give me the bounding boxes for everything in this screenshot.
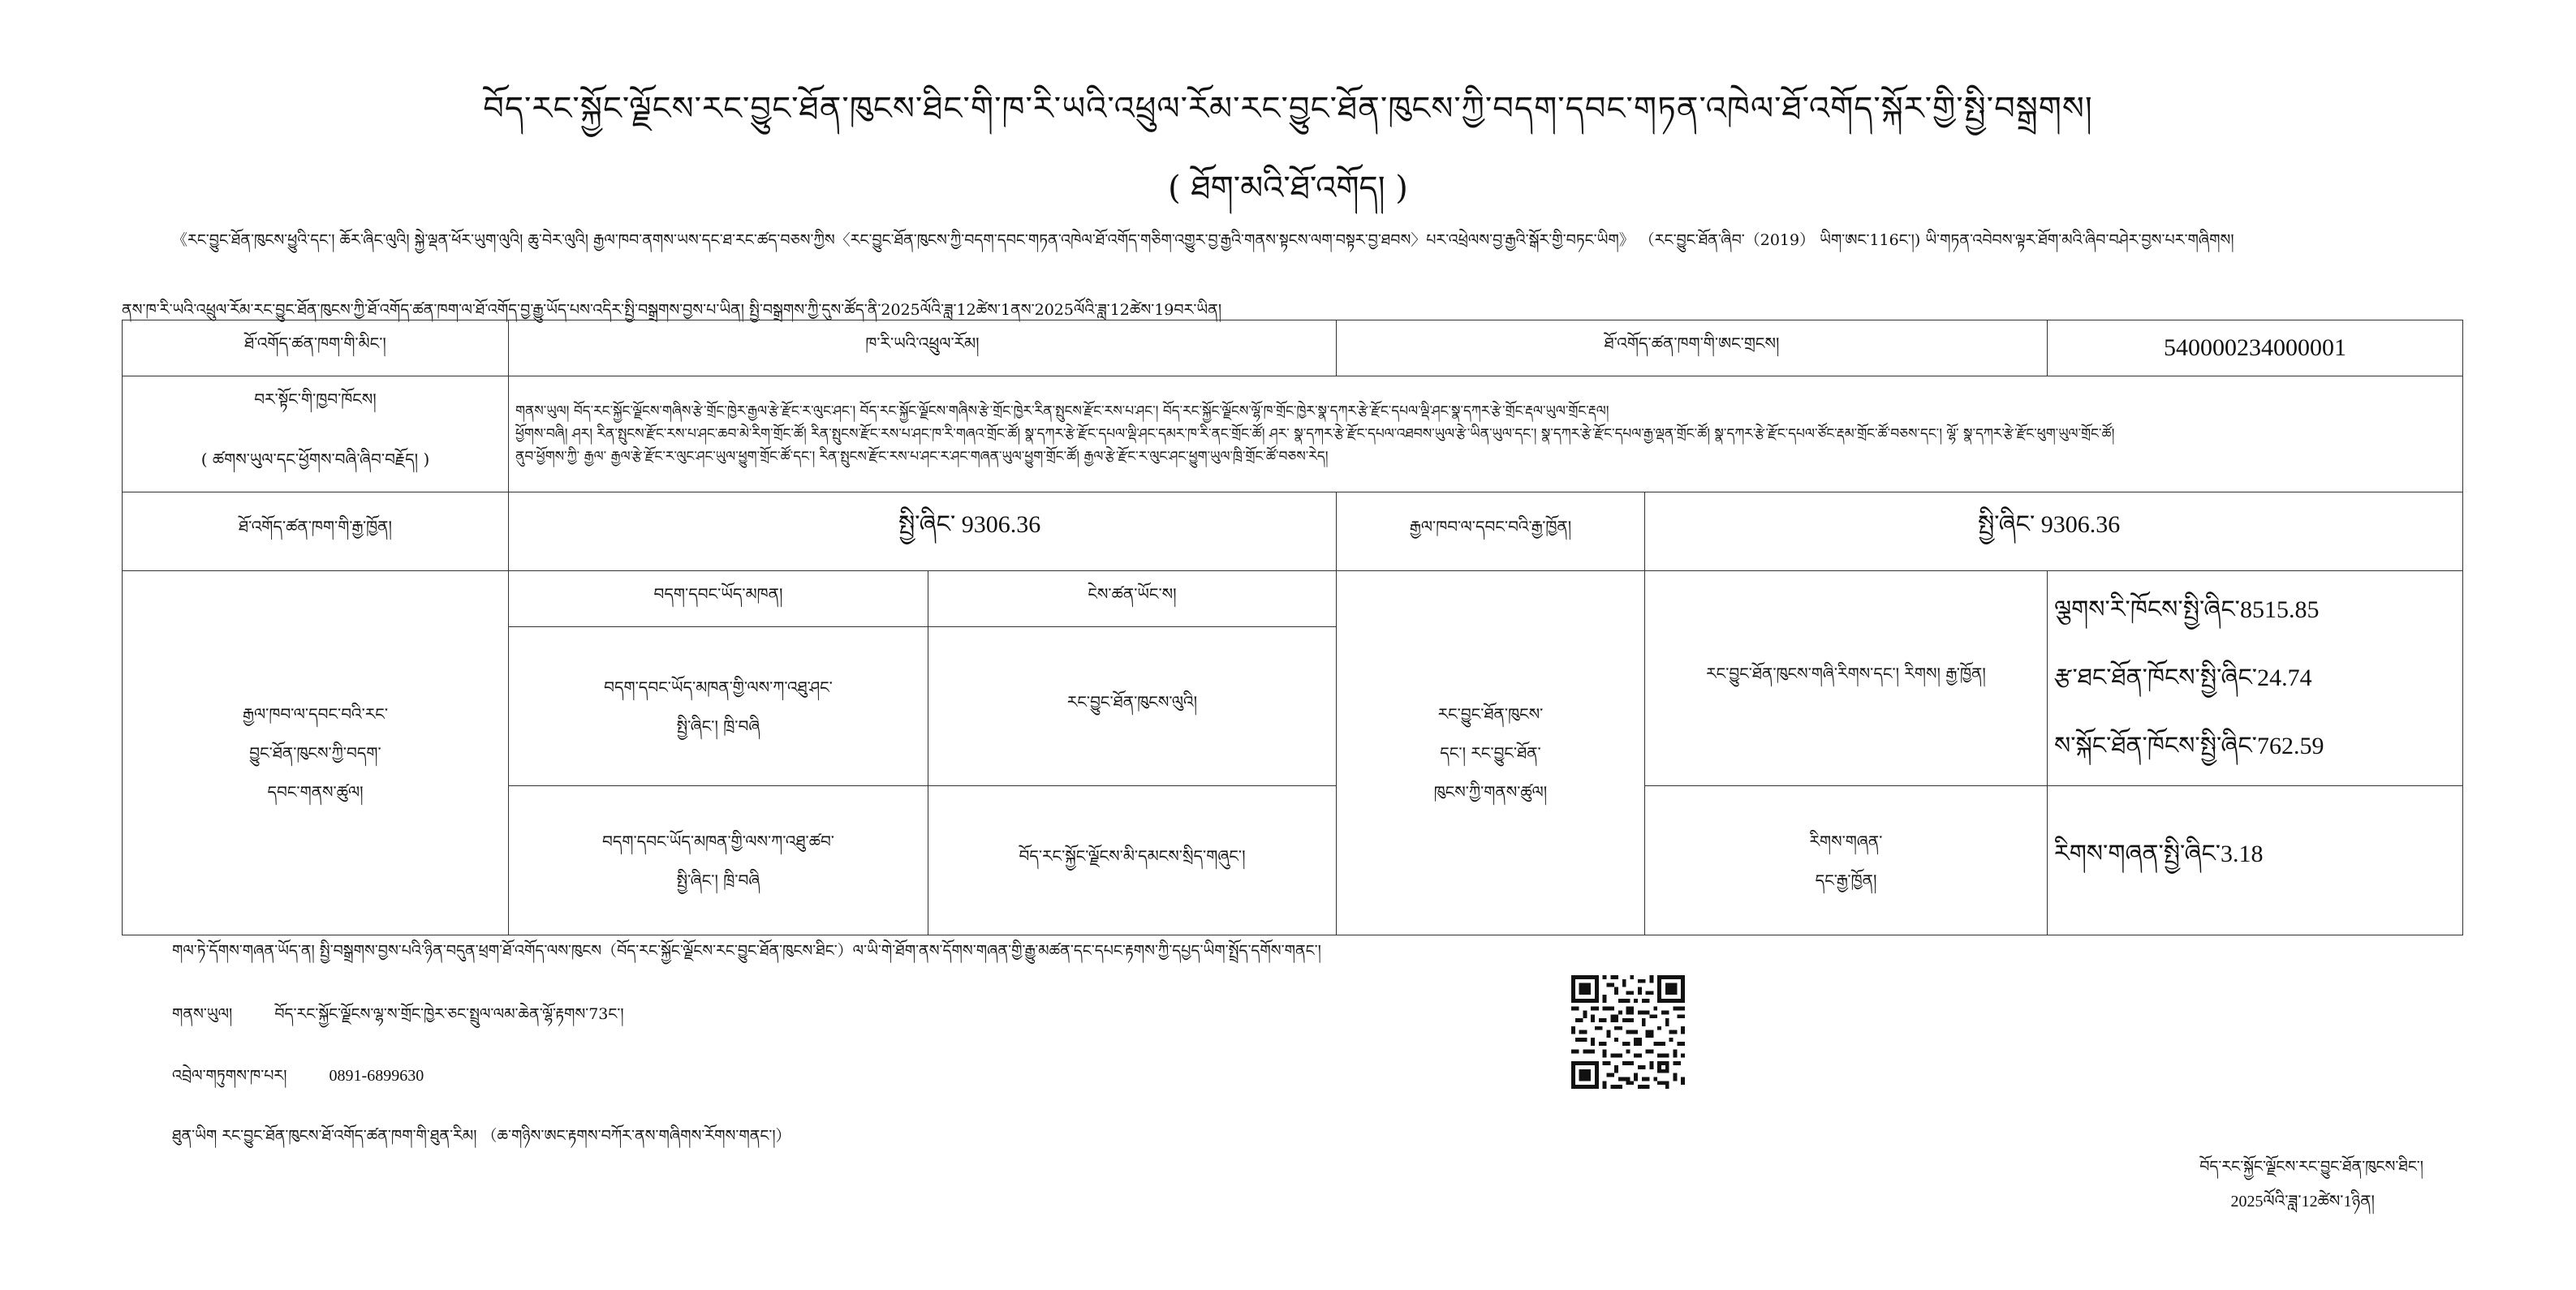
unit-code-value: 540000234000001 — [2048, 320, 2463, 376]
other-area-value: རིགས་གཞན་སྤྱི་ཞིང་3.18 — [2048, 786, 2463, 935]
issue-date: 2025ལོའི་ཟླ་12ཚེས་1ཉིན། — [2230, 1193, 2375, 1210]
unit-name-value: ཁ་རི་ཡའི་འཕྲུལ་རོམ། — [509, 320, 1337, 376]
preamble-paragraph: 《རང་བྱུང་ཐོན་ཁུངས་ཕྱུའི་དང་། ཆོར་ཞིང་ལུའི། སྐྱེ་ལྡན་ཕོར་ཡུག་ལུའི། ཆུ་བེར་ལུའི། རྒྱལ་ཁབ་ནགས་ཡས་དང་ཐ་རང་ཚད་བཅས་ཀྱིས〈རང་བྱུང་ཐོན་ཁུངས་ཀྱི་བདག་དབང་གཏན་འཁེལ་ཐོ་འགོད་གཅིག་འགྱུར་བྱ་རྒྱའི་གནས་སྟངས་ལག་བསྟར་བྱ་ཐབས〉པར་འཕྲེལས་བྱ་རྒྱའི་སྒོར་གྱི་བཏང་ཡིག》 （རང་བྱུང་ཐོན་ཞིབ་（2019） ཡིག་ཨང་116ང་།) ཡི་གཏན་འབེབས་ལྟར་ཐོག་མའི་ཞིབ་བཤེར་བྱས་པར་གཞིགས། — [172, 231, 2234, 249]
issuing-organization: བོད་རང་སྐྱོང་ལྗོངས་རང་བྱུང་ཐོན་ཁུངས་ཐིང་། — [2199, 1158, 2423, 1176]
table-row — [123, 492, 2463, 571]
owner-label-line: དབང་གནས་ཚུལ། — [267, 782, 364, 802]
owner-value-line: བདག་དབང་ཡོད་མཁན་གྱི་ལས་ཀ་འཐུ་ཤང་ — [604, 677, 833, 697]
national-area-label: རྒྱལ་ཁབ་ལ་དབང་བའི་རྒྱ་ཁྱོན། — [1337, 492, 1645, 571]
resource-type-label: རང་བྱུང་ཐོན་ཁུངས་གཞི་རིགས་དང་། རིགས། རྒྱ་ཁྱོན། — [1645, 571, 2048, 786]
unit-name-label: ཐོ་འགོད་ཚན་ཁག་གི་མིང་། — [123, 320, 509, 376]
document-title: བོད་རང་སྐྱོང་ལྗོངས་རང་བྱུང་ཐོན་ཁུངས་ཐིང་གི་ཁ་རི་ཡའི་འཕྲུལ་རོམ་རང་བྱུང་ཐོན་ཁུངས་ཀྱི་བདག་དབང་གཏན་འཁེལ་ཐོ་འགོད་སྐོར་གྱི་སྤྱི་བསྒྲགས། — [483, 90, 2093, 127]
registration-table — [122, 320, 2463, 935]
manager-representative-value: བོད་རང་སྐྱོང་ལྗོངས་མི་དམངས་སྲིད་གཞུང་། — [928, 786, 1337, 935]
scope-label-cell — [123, 376, 509, 492]
area-value: སྤྱི་ཞིང་ 9306.36 — [509, 492, 1337, 571]
other-type-label — [1645, 786, 2048, 935]
manager-value-line: བདག་དབང་ཡོད་མཁན་གྱི་ལས་ཀ་འཐུ་ཚབ་ — [602, 831, 834, 851]
address-value: བོད་རང་སྐྱོང་ལྗོངས་ལྷ་ས་གྲོང་ཁྱེར་ཅང་སྤྲུལ་ལམ་ཆེན་ལྷོ་རྟགས་73ང་། — [274, 1005, 624, 1023]
other-type-line: དང་རྒྱ་ཁྱོན། — [1815, 870, 1877, 890]
resource-info-label — [1337, 571, 1645, 935]
scope-line: ཕྱོགས་བཞི། ཤར། རིན་སྤུངས་རྫོང་རས་པ་ཤང་ཆབ་མེ་རིག་གྲོང་ཚོ། རིན་སྤུངས་རྫོང་རས་པ་ཤང་ཁ་རི་གཞའ་གྲོང་ཚོ། སྣ་དཀར་རྩེ་རྫོང་དཔལ་ལྡི་ཤང་དམར་ཁ་རི་ནང་གྲོང་ཚོ། ཤར་ སྣ་དཀར་རྩེ་རྫོང་དཔལ་འཐབས་ཡུལ་རྩེ་ཡིན་ཡུལ་དང་། སྣ་དཀར་རྩེ་རྫོང་དཔལ་རྒྱ་ལྡན་གྲོང་ཚོ། སྣ་དཀར་རྩེ་རྫོང་དཔལ་ཙོང་རྡམ་གྲོང་ཚོ་བཅས་དང་། ལྷོ་ སྣ་དཀར་རྩེ་རྫོང་ཕུག་ཡུལ་གྲོང་ཚོ། — [515, 426, 2115, 442]
resource-values-cell — [2048, 571, 2463, 786]
table-row — [123, 376, 2463, 492]
objection-notice: གལ་ཏེ་དོགས་གཞན་ཡོད་ན། སྤྱི་བསྒྲགས་བྱས་པའི་ཉིན་བདུན་ཕྲག་ཐོ་འགོད་ལས་ཁུངས（བོད་རང་སྐྱོང་ལྗོངས་རང་བྱུང་ཐོན་ཁུངས་ཐིང་）ལ་ཡི་གེ་ཐོག་ནས་དོགས་གཞན་གྱི་རྒྱུ་མཚན་དང་དཔང་རྟགས་ཀྱི་དཔྱད་ཡིག་སྤྲོད་དགོས་གནང་། — [172, 942, 1321, 960]
owner-header: བདག་དབང་ཡོད་མཁན། — [509, 571, 928, 627]
area-label: ཐོ་འགོད་ཚན་ཁག་གི་རྒྱ་ཁྱོན། — [123, 492, 509, 571]
owner-label-line: བྱུང་ཐོན་ཁུངས་ཀྱི་བདག་ — [249, 743, 381, 763]
national-area-value: སྤྱི་ཞིང་ 9306.36 — [1645, 492, 2463, 571]
grassland-area: རྩ་ཐང་ཐོན་ཁོངས་སྤྱི་ཞིང་24.74 — [2054, 664, 2312, 691]
representative-header: ངེས་ཚན་ཡོང་ས། — [928, 571, 1337, 627]
manager-value-line: སྤྱི་ཞིང་། ཁྲི་བཞི — [676, 870, 760, 890]
contact-line: ཐུན་ཡིག རང་བྱུང་ཐོན་ཁུངས་ཐོ་འགོད་ཚན་ཁག་གི་ཐུན་རིམ། （ཆ་གཉིས་ཨང་རྟགས་བཀོར་ནས་གཞིགས་རོགས་གནང་།） — [172, 1127, 791, 1145]
owner-info-label — [123, 571, 509, 935]
table-row — [123, 320, 2463, 376]
owner-value-line: སྤྱི་ཞིང་། ཁྲི་བཞི — [676, 716, 760, 736]
scope-line: གནས་ཡུལ། བོད་རང་སྐྱོང་ལྗོངས་གཞིས་རྩེ་གྲོང་ཁྱེར་རྒྱལ་རྩེ་རྫོང་ར་ལུང་ཤང་། བོད་རང་སྐྱོང་ལྗོངས་གཞིས་རྩེ་གྲོང་ཁྱེར་རིན་སྤུངས་རྫོང་རས་པ་ཤང་། བོད་རང་སྐྱོང་ལྗོངས་ལྷོ་ཁ་གྲོང་ཁྱེར་སྣ་དཀར་རྩེ་རྫོང་དཔལ་ལྡི་ཤང་སྣ་དཀར་རྩེ་གྲོང་རྡལ་ཡུལ་གྲོང་རྡལ། — [515, 403, 1609, 419]
phone-label: འབྲེལ་གཏུགས་ཁ་པར། — [172, 1067, 287, 1085]
qr-code-icon — [1571, 975, 1685, 1089]
address-label: གནས་ཡུལ། — [172, 1005, 233, 1023]
forest-area: ལྕགས་རི་ཁོངས་སྤྱི་ཞིང་8515.85 — [2054, 596, 2320, 623]
manager-value — [509, 786, 928, 935]
owner-value — [509, 627, 928, 786]
scope-label-sub: ( ཚགས་ཡུལ་དང་ཕྱོགས་བཞི་ཞིབ་བརྗོད། ) — [200, 449, 430, 469]
phone-line — [172, 1058, 424, 1102]
representative-value: རང་བྱུང་ཐོན་ཁུངས་ལུའི། — [928, 627, 1337, 786]
wetland-area: ས་སྐོང་ཐོན་ཁོངས་སྤྱི་ཞིང་762.59 — [2054, 733, 2324, 759]
unit-code-label: ཐོ་འགོད་ཚན་ཁག་གི་ཨང་གྲངས། — [1337, 320, 2048, 376]
scope-line: ནུབ་ཕྱོགས་ཀྱི་ རྒྱལ་ རྒྱལ་རྩེ་རྫོང་ར་ལུང་ཤང་ཡུལ་ཕྱུག་གྲོང་ཚོ་དང་། རིན་སྤུངས་རྫོང་རས་པ་ཤང་ར་ཤང་གཞན་ཡུལ་ཕྱུག་གྲོང་ཚོ། རྒྱལ་རྩེ་རྫོང་ར་ལུང་ཤང་ཕྱུག་ཡུལ་ཁྲི་གྲོང་ཚོ་བཅས་རེད། — [515, 449, 1329, 465]
address-line — [172, 996, 624, 1040]
scope-value-cell — [509, 376, 2463, 492]
owner-label-line: རྒྱལ་ཁབ་ལ་དབང་བའི་རང་ — [242, 704, 389, 724]
scope-label: བར་སྟོང་གི་ཁྱབ་ཁོངས། — [254, 389, 377, 409]
intro-paragraph: ནས་ཁ་རི་ཡའི་འཕྲུལ་རོམ་རང་བྱུང་ཐོན་ཁུངས་ཀྱི་ཐོ་འགོད་ཚན་ཁག་ལ་ཐོ་འགོད་བྱ་རྒྱུ་ཡོད་པས་འདིར་སྤྱི་བསྒྲགས་བྱས་པ་ཡིན། སྤྱི་བསྒྲགས་ཀྱི་དུས་ཚོད་ནི་2025ལོའི་ཟླ་12ཚེས་1ནས་2025ལོའི་ཟླ་12ཚེས་19བར་ཡིན། — [122, 301, 1222, 319]
phone-value: 0891-6899630 — [329, 1067, 424, 1085]
other-type-line: རིགས་གཞན་ — [1809, 831, 1883, 851]
resource-label-line: དང་། རང་བྱུང་ཐོན་ — [1440, 743, 1541, 763]
table-row — [123, 571, 2463, 627]
resource-label-line: རང་བྱུང་ཐོན་ཁུངས་ — [1437, 704, 1544, 724]
document-subtitle: ( ཐོག་མའི་ཐོ་འགོད། ) — [1168, 170, 1408, 207]
resource-label-line: ཁུངས་ཀྱི་གནས་ཚུལ། — [1433, 782, 1548, 802]
